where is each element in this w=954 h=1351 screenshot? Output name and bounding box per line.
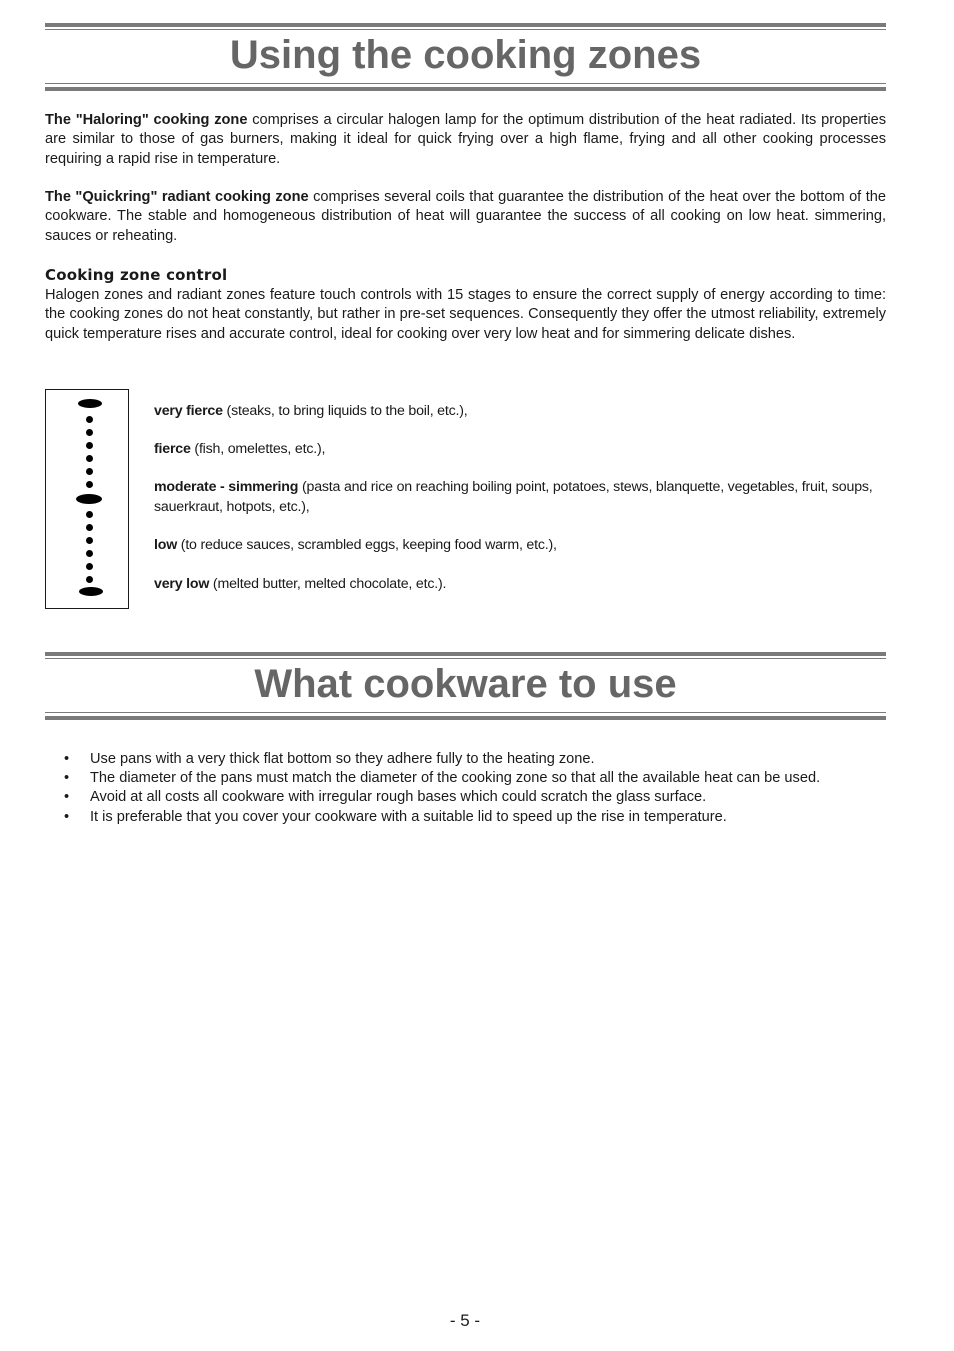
level-marker-large	[79, 587, 103, 596]
section2-rule-bottom-thin	[45, 712, 886, 713]
section1-title: Using the cooking zones	[229, 33, 702, 77]
level-marker	[86, 416, 93, 423]
level-very-low: very low (melted butter, melted chocolate, etc.).	[154, 576, 447, 592]
section1-rule-bottom-thin	[45, 83, 886, 84]
bullet-icon: •	[64, 808, 70, 825]
level-moderate-simmering: moderate - simmering (pasta and rice on reaching boiling point, potatoes, stews, blanquette, vegetables, fruit, soups, sauerkraut, hotpots, etc.),	[154, 479, 873, 515]
bullet-icon: •	[64, 789, 70, 806]
level-marker	[86, 537, 93, 544]
section1-rule-top	[45, 23, 886, 27]
level-marker-large	[76, 494, 102, 504]
section2-rule-top	[45, 652, 886, 656]
power-level-scale	[45, 389, 129, 609]
level-marker	[86, 576, 93, 583]
quickring-paragraph	[45, 188, 886, 246]
level-marker	[86, 429, 93, 436]
level-marker	[86, 550, 93, 557]
haloring-lead: The "Haloring" cooking zone	[45, 112, 248, 128]
level-marker	[86, 563, 93, 570]
haloring-paragraph	[45, 111, 886, 169]
cookware-tips-list	[64, 750, 894, 827]
section1-rule-top-thin	[45, 29, 886, 30]
level-marker	[86, 511, 93, 518]
control-heading: Cooking zone control	[45, 266, 228, 284]
page-number: - 5 -	[449, 1311, 481, 1330]
list-item: • The diameter of the pans must match the diameter of the cooking zone so that all the available heat can be used.	[64, 769, 894, 788]
level-fierce: fierce (fish, omelettes, etc.),	[154, 441, 326, 457]
section2-rule-top-thin	[45, 658, 886, 659]
level-marker	[86, 455, 93, 462]
bullet-icon: •	[64, 770, 70, 787]
level-very-fierce: very fierce (steaks, to bring liquids to the boil, etc.),	[154, 403, 468, 419]
list-item: • Use pans with a very thick flat bottom so they adhere fully to the heating zone.	[64, 750, 894, 769]
level-marker	[86, 442, 93, 449]
haloring-text: comprises a circular halogen lamp for the optimum distribution of the heat radiated. Its properties are similar to those of gas burners, making it ideal for quick frying over a high flame, frying and all other cooking processes requiring a rapid rise in temperature.	[45, 112, 886, 167]
level-marker	[86, 524, 93, 531]
section1-rule-bottom	[45, 87, 886, 91]
level-marker	[86, 481, 93, 488]
quickring-lead: The "Quickring" radiant cooking zone	[45, 189, 309, 205]
list-item: • It is preferable that you cover your cookware with a suitable lid to speed up the rise in temperature.	[64, 808, 894, 827]
level-low: low (to reduce sauces, scrambled eggs, keeping food warm, etc.),	[154, 537, 557, 553]
bullet-icon: •	[64, 751, 70, 767]
level-marker	[86, 468, 93, 475]
section2-title: What cookware to use	[254, 662, 677, 706]
control-paragraph: Halogen zones and radiant zones feature touch controls with 15 stages to ensure the correct supply of energy according to time: the cooking zones do not heat constantly, but rather in pre-set sequences. Consequently they offer the utmost reliability, extremely quick temperature rises and accurate control, ideal for cooking over very low heat and for simmering delicate dishes.	[45, 287, 886, 342]
list-item: • Avoid at all costs all cookware with irregular rough bases which could scratch the glass surface.	[64, 788, 894, 807]
section2-rule-bottom	[45, 716, 886, 720]
quickring-text: comprises several coils that guarantee the distribution of the heat over the bottom of the cookware. The stable and homogeneous distribution of heat will guarantee the success of all cooking on low heat. simmering, sauces or reheating.	[45, 189, 886, 244]
level-marker-large	[78, 399, 102, 408]
